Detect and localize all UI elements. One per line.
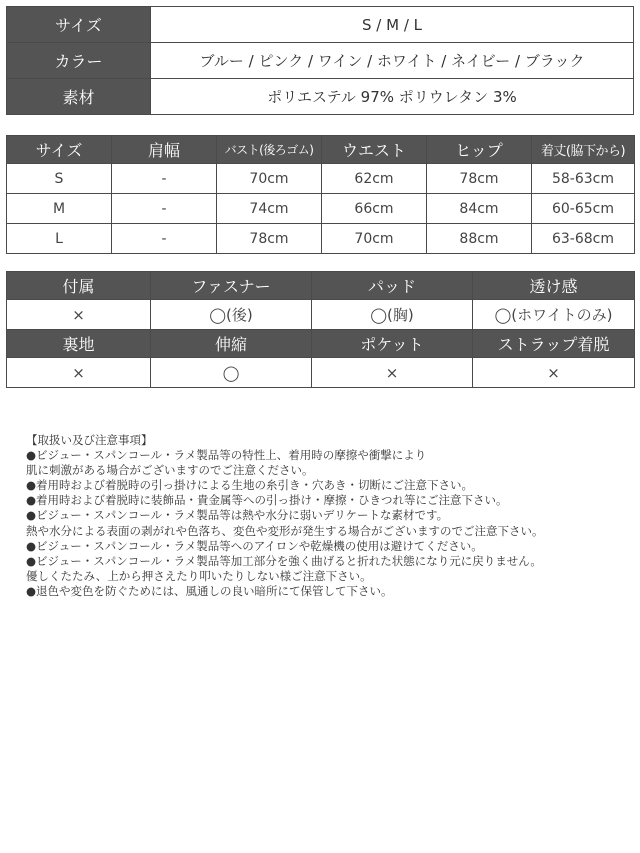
size-cell: 88cm [427, 224, 532, 254]
attr-value-lining: × [7, 358, 151, 388]
size-cell: 66cm [322, 194, 427, 224]
table-row [7, 358, 635, 388]
size-cell: 70cm [322, 224, 427, 254]
info-row-size [7, 7, 634, 43]
attr-value-pocket: × [312, 358, 473, 388]
size-header-waist: ウエスト [322, 136, 427, 164]
note-line: 肌に刺激がある場合がございますのでご注意ください。 [26, 463, 314, 478]
info-value-size: S / M / L [151, 7, 634, 43]
note-line: 熱や水分による表面の剥がれや色落ち、変色や変形が発生する場合がございますのでご注意下さい。 [26, 523, 544, 538]
size-cell: 74cm [217, 194, 322, 224]
size-header-bust: バスト(後ろゴム) [217, 136, 322, 164]
attr-value-sheerness: ◯(ホワイトのみ) [473, 300, 635, 330]
attr-header-row [7, 330, 635, 358]
size-cell: 70cm [217, 164, 322, 194]
note-line: ●着用時および着脱時に装飾品・貴金属等への引っ掛け・摩擦・ひきつれ等にご注意下さい。 [26, 493, 508, 508]
info-label-color: カラー [7, 43, 151, 79]
attr-header-strap: ストラップ着脱 [473, 330, 635, 358]
notes-heading: 【取扱い及び注意事項】 [26, 433, 153, 447]
attr-value-stretch: ◯ [151, 358, 312, 388]
size-header-shoulder: 肩幅 [112, 136, 217, 164]
info-row-color [7, 43, 634, 79]
size-header-size: サイズ [7, 136, 112, 164]
attr-header-pocket: ポケット [312, 330, 473, 358]
note-line: ●着用時および着脱時の引っ掛けによる生地の糸引き・穴あき・切断にご注意下さい。 [26, 478, 474, 493]
attr-value-pad: ◯(胸) [312, 300, 473, 330]
info-value-material: ポリエステル 97% ポリウレタン 3% [151, 79, 634, 115]
size-chart-table [6, 135, 635, 254]
size-cell: 78cm [427, 164, 532, 194]
size-cell: L [7, 224, 112, 254]
attr-value-zipper: ◯(後) [151, 300, 312, 330]
size-cell: 84cm [427, 194, 532, 224]
size-cell: 60-65cm [532, 194, 635, 224]
size-chart-header-row [7, 136, 635, 164]
note-line: ●退色や変色を防ぐためには、風通しの良い暗所にて保管して下さい。 [26, 583, 393, 598]
info-row-material [7, 79, 634, 115]
info-label-material: 素材 [7, 79, 151, 115]
product-info-table [6, 6, 634, 115]
note-line: ●ビジュー・スパンコール・ラメ製品等は熱や水分に弱いデリケートな素材です。 [26, 508, 449, 523]
attr-value-strap: × [473, 358, 635, 388]
attr-header-zipper: ファスナー [151, 272, 312, 300]
size-cell: 58-63cm [532, 164, 635, 194]
attr-header-sheerness: 透け感 [473, 272, 635, 300]
size-cell: 78cm [217, 224, 322, 254]
attr-header-stretch: 伸縮 [151, 330, 312, 358]
info-value-color: ブルー / ピンク / ワイン / ホワイト / ネイビー / ブラック [151, 43, 634, 79]
table-row [7, 224, 635, 254]
attr-header-row [7, 272, 635, 300]
attr-header-pad: パッド [312, 272, 473, 300]
note-line: 優しくたたみ、上から押さえたり叩いたりしない様ご注意下さい。 [26, 568, 372, 583]
note-line: ●ビジュー・スパンコール・ラメ製品等加工部分を強く曲げると折れた状態になり元に戻りません。 [26, 553, 542, 568]
size-cell: M [7, 194, 112, 224]
table-row [7, 300, 635, 330]
size-header-length: 着丈(脇下から) [532, 136, 635, 164]
size-cell: - [112, 194, 217, 224]
care-notes [26, 433, 626, 599]
table-row [7, 164, 635, 194]
attr-header-lining: 裏地 [7, 330, 151, 358]
size-cell: 63-68cm [532, 224, 635, 254]
size-cell: S [7, 164, 112, 194]
note-line: ●ビジュー・スパンコール・ラメ製品等へのアイロンや乾燥機の使用は避けてください。 [26, 538, 483, 553]
attr-value-accessory: × [7, 300, 151, 330]
size-cell: 62cm [322, 164, 427, 194]
table-row [7, 194, 635, 224]
size-header-hip: ヒップ [427, 136, 532, 164]
size-cell: - [112, 224, 217, 254]
size-cell: - [112, 164, 217, 194]
attributes-table [6, 271, 635, 388]
attr-header-accessory: 付属 [7, 272, 151, 300]
note-line: ●ビジュー・スパンコール・ラメ製品等の特性上、着用時の摩擦や衝撃により [26, 448, 427, 463]
info-label-size: サイズ [7, 7, 151, 43]
